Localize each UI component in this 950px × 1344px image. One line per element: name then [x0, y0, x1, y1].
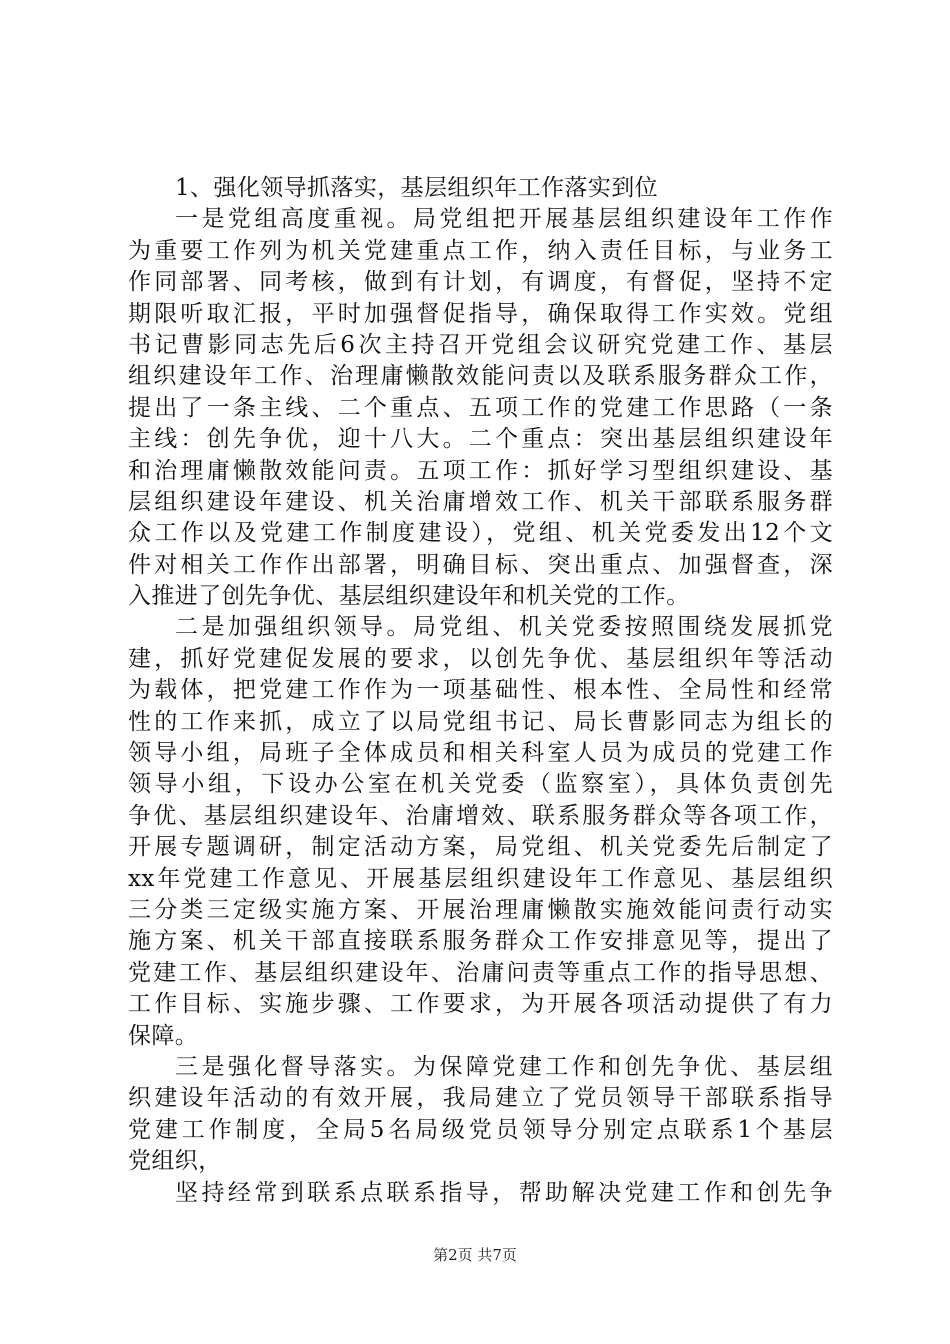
- paragraph-2: [128, 612, 833, 1051]
- paragraph-line: 党组织，: [128, 1148, 222, 1175]
- paragraph-line: xx年党建工作意见、开展基层组织建设年工作意见、基层组织: [128, 865, 833, 892]
- paragraph-line: 党建工作、基层组织建设年、治庸问责等重点工作的指导思想、: [128, 959, 833, 986]
- paragraph-line: 主线：创先争优，迎十八大。二个重点：突出基层组织建设年: [128, 426, 833, 453]
- paragraph-line: 作同部署、同考核，做到有计划，有调度，有督促，坚持不定: [128, 269, 833, 296]
- paragraph-line: 党建工作制度，全局5名局级党员领导分别定点联系1个基层: [128, 1116, 833, 1143]
- section-heading: 1、强化领导抓落实，基层组织年工作落实到位: [175, 175, 659, 201]
- paragraph-line: 织建设年活动的有效开展，我局建立了党员领导干部联系指导: [128, 1085, 833, 1112]
- paragraph-line: 性的工作来抓，成立了以局党组书记、局长曹影同志为组长的: [128, 708, 833, 735]
- paragraph-line: 领导小组，下设办公室在机关党委（监察室），具体负责创先: [128, 771, 833, 798]
- page-number-footer: 第2页 共7页: [433, 1246, 517, 1264]
- paragraph-line: 坚持经常到联系点联系指导，帮助解决党建工作和创先争: [175, 1179, 833, 1206]
- paragraph-line: 和治理庸懒散效能问责。五项工作：抓好学习型组织建设、基: [128, 457, 833, 484]
- paragraph-line: 争优、基层组织建设年、治庸增效、联系服务群众等各项工作，: [128, 802, 833, 829]
- paragraph-line: 件对相关工作作出部署，明确目标、突出重点、加强督查，深: [128, 551, 833, 578]
- paragraph-line: 领导小组，局班子全体成员和相关科室人员为成员的党建工作: [128, 740, 833, 767]
- paragraph-line: 开展专题调研，制定活动方案，局党组、机关党委先后制定了: [128, 834, 833, 861]
- paragraph-line: 众工作以及党建工作制度建设），党组、机关党委发出12个文: [128, 520, 833, 547]
- paragraph-line: 组织建设年工作、治理庸懒散效能问责以及联系服务群众工作，: [128, 363, 833, 390]
- paragraph-line: 期限听取汇报，平时加强督促指导，确保取得工作实效。党组: [128, 300, 833, 327]
- paragraph-line: 三分类三定级实施方案、开展治理庸懒散实施效能问责行动实: [128, 896, 833, 923]
- paragraph-1: [128, 204, 833, 612]
- paragraph-line: 层组织建设年建设、机关治庸增效工作、机关干部联系服务群: [128, 488, 833, 515]
- paragraph-line: 提出了一条主线、二个重点、五项工作的党建工作思路（一条: [128, 394, 833, 421]
- paragraph-4: [128, 1178, 833, 1209]
- paragraph-line: 书记曹影同志先后6次主持召开党组会议研究党建工作、基层: [128, 331, 833, 358]
- paragraph-line: 施方案、机关干部直接联系服务群众工作安排意见等，提出了: [128, 928, 833, 955]
- paragraph-line: 入推进了创先争优、基层组织建设年和机关党的工作。: [128, 583, 690, 610]
- document-body: [128, 173, 833, 1209]
- paragraph-line: 三是强化督导落实。为保障党建工作和创先争优、基层组: [175, 1053, 833, 1080]
- paragraph-line: 为载体，把党建工作作为一项基础性、根本性、全局性和经常: [128, 677, 833, 704]
- paragraph-line: 建，抓好党建促发展的要求，以创先争优、基层组织年等活动: [128, 645, 833, 672]
- paragraph-line: 工作目标、实施步骤、工作要求，为开展各项活动提供了有力: [128, 991, 833, 1018]
- paragraph-line: 保障。: [128, 1022, 199, 1049]
- paragraph-line: 一是党组高度重视。局党组把开展基层组织建设年工作作: [175, 206, 833, 233]
- paragraph-line: 二是加强组织领导。局党组、机关党委按照围绕发展抓党: [175, 614, 833, 641]
- paragraph-line: 为重要工作列为机关党建重点工作，纳入责任目标，与业务工: [128, 237, 833, 264]
- paragraph-3: [128, 1052, 833, 1178]
